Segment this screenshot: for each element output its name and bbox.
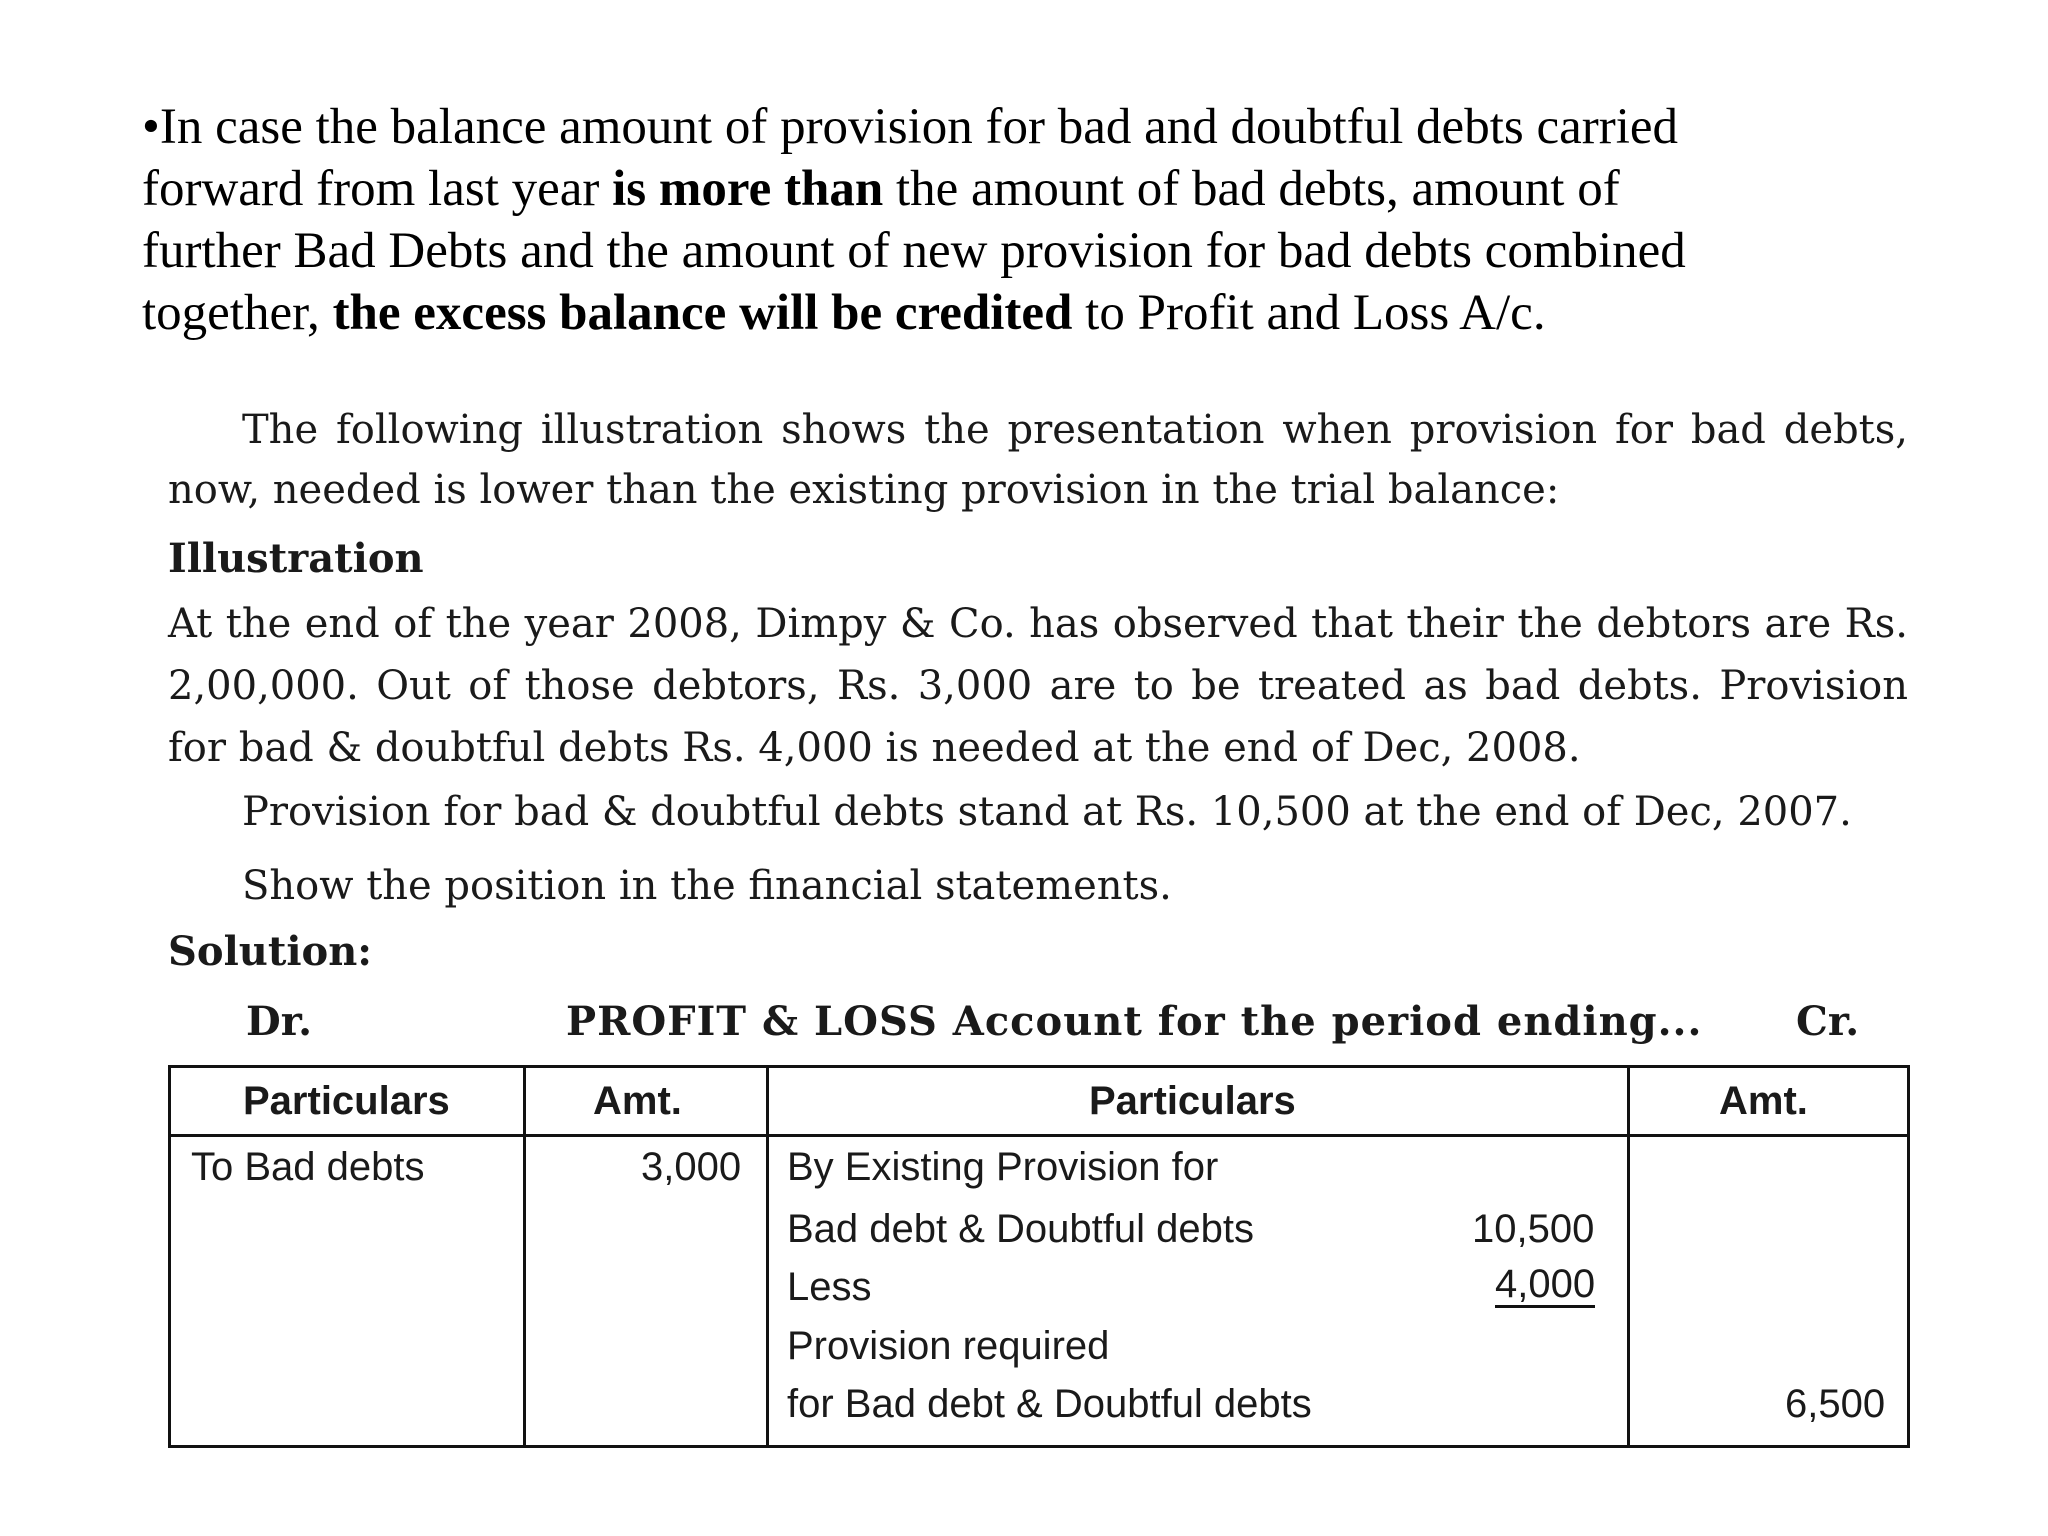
- header-amt-right: Amt.: [1719, 1079, 1808, 1123]
- profit-loss-ledger-table: [168, 1065, 1910, 1448]
- bullet-text-part-1: In case the balance amount of provision for bad and doubtful debts carried forward from last year: [142, 99, 1679, 217]
- credit-total: 6,500: [1785, 1382, 1886, 1426]
- ledger-header-divider: [171, 1134, 1907, 1137]
- credit-value-less: 4,000: [1495, 1262, 1596, 1306]
- bullet-emphasis-more-than: is more than: [612, 161, 884, 217]
- debit-item-bad-debts: To Bad debts: [191, 1145, 425, 1189]
- illustration-task: Show the position in the financial statements.: [242, 863, 1172, 909]
- header-amt-left: Amt.: [593, 1079, 682, 1123]
- illustration-provision-line: Provision for bad & doubtful debts stand at Rs. 10,500 at the end of Dec, 2007.: [242, 789, 1852, 835]
- bullet-text-part-2: the amount of bad debts, amount of further Bad Debts and the amount of new provision for bad debts combined together,: [142, 161, 1686, 341]
- credit-line-provision-required: Provision required: [787, 1324, 1110, 1368]
- ledger-divider-2: [766, 1068, 769, 1445]
- illustration-problem: At the end of the year 2008, Dimpy & Co. has observed that their the debtors are Rs. 2,00,000. Out of those debtors, Rs. 3,000 are to be treated as bad debts. Provision for bad & doubtful debts Rs. 4,000 is needed at the end of Dec, 2008.: [168, 601, 1908, 771]
- credit-line-for-bad-debt: for Bad debt & Doubtful debts: [787, 1382, 1312, 1426]
- illustration-intro: The following illustration shows the presentation when provision for bad debts, now, needed is lower than the existing provision in the trial balance:: [168, 407, 1908, 513]
- bullet-paragraph: [142, 96, 1762, 344]
- credit-line-existing-provision: By Existing Provision for: [787, 1145, 1219, 1189]
- account-title: PROFIT & LOSS Account for the period ending...: [566, 998, 1703, 1045]
- account-dr-label: Dr.: [246, 998, 313, 1045]
- credit-line-bad-doubtful: Bad debt & Doubtful debts: [787, 1207, 1254, 1251]
- header-particulars-left: Particulars: [243, 1079, 450, 1123]
- header-particulars-right: Particulars: [1089, 1079, 1296, 1123]
- bullet-emphasis-excess-credited: the excess balance will be credited: [332, 285, 1073, 341]
- account-cr-label: Cr.: [1796, 998, 1860, 1045]
- credit-value-existing: 10,500: [1472, 1207, 1595, 1251]
- ledger-divider-3: [1627, 1068, 1630, 1445]
- credit-line-less: Less: [787, 1265, 872, 1309]
- solution-label: Solution:: [168, 928, 373, 975]
- illustration-heading: Illustration: [168, 535, 424, 582]
- debit-amount-bad-debts: 3,000: [641, 1145, 742, 1189]
- bullet-text-part-3: to Profit and Loss A/c.: [1072, 285, 1546, 341]
- ledger-divider-1: [523, 1068, 526, 1445]
- bullet-marker: •: [142, 99, 160, 155]
